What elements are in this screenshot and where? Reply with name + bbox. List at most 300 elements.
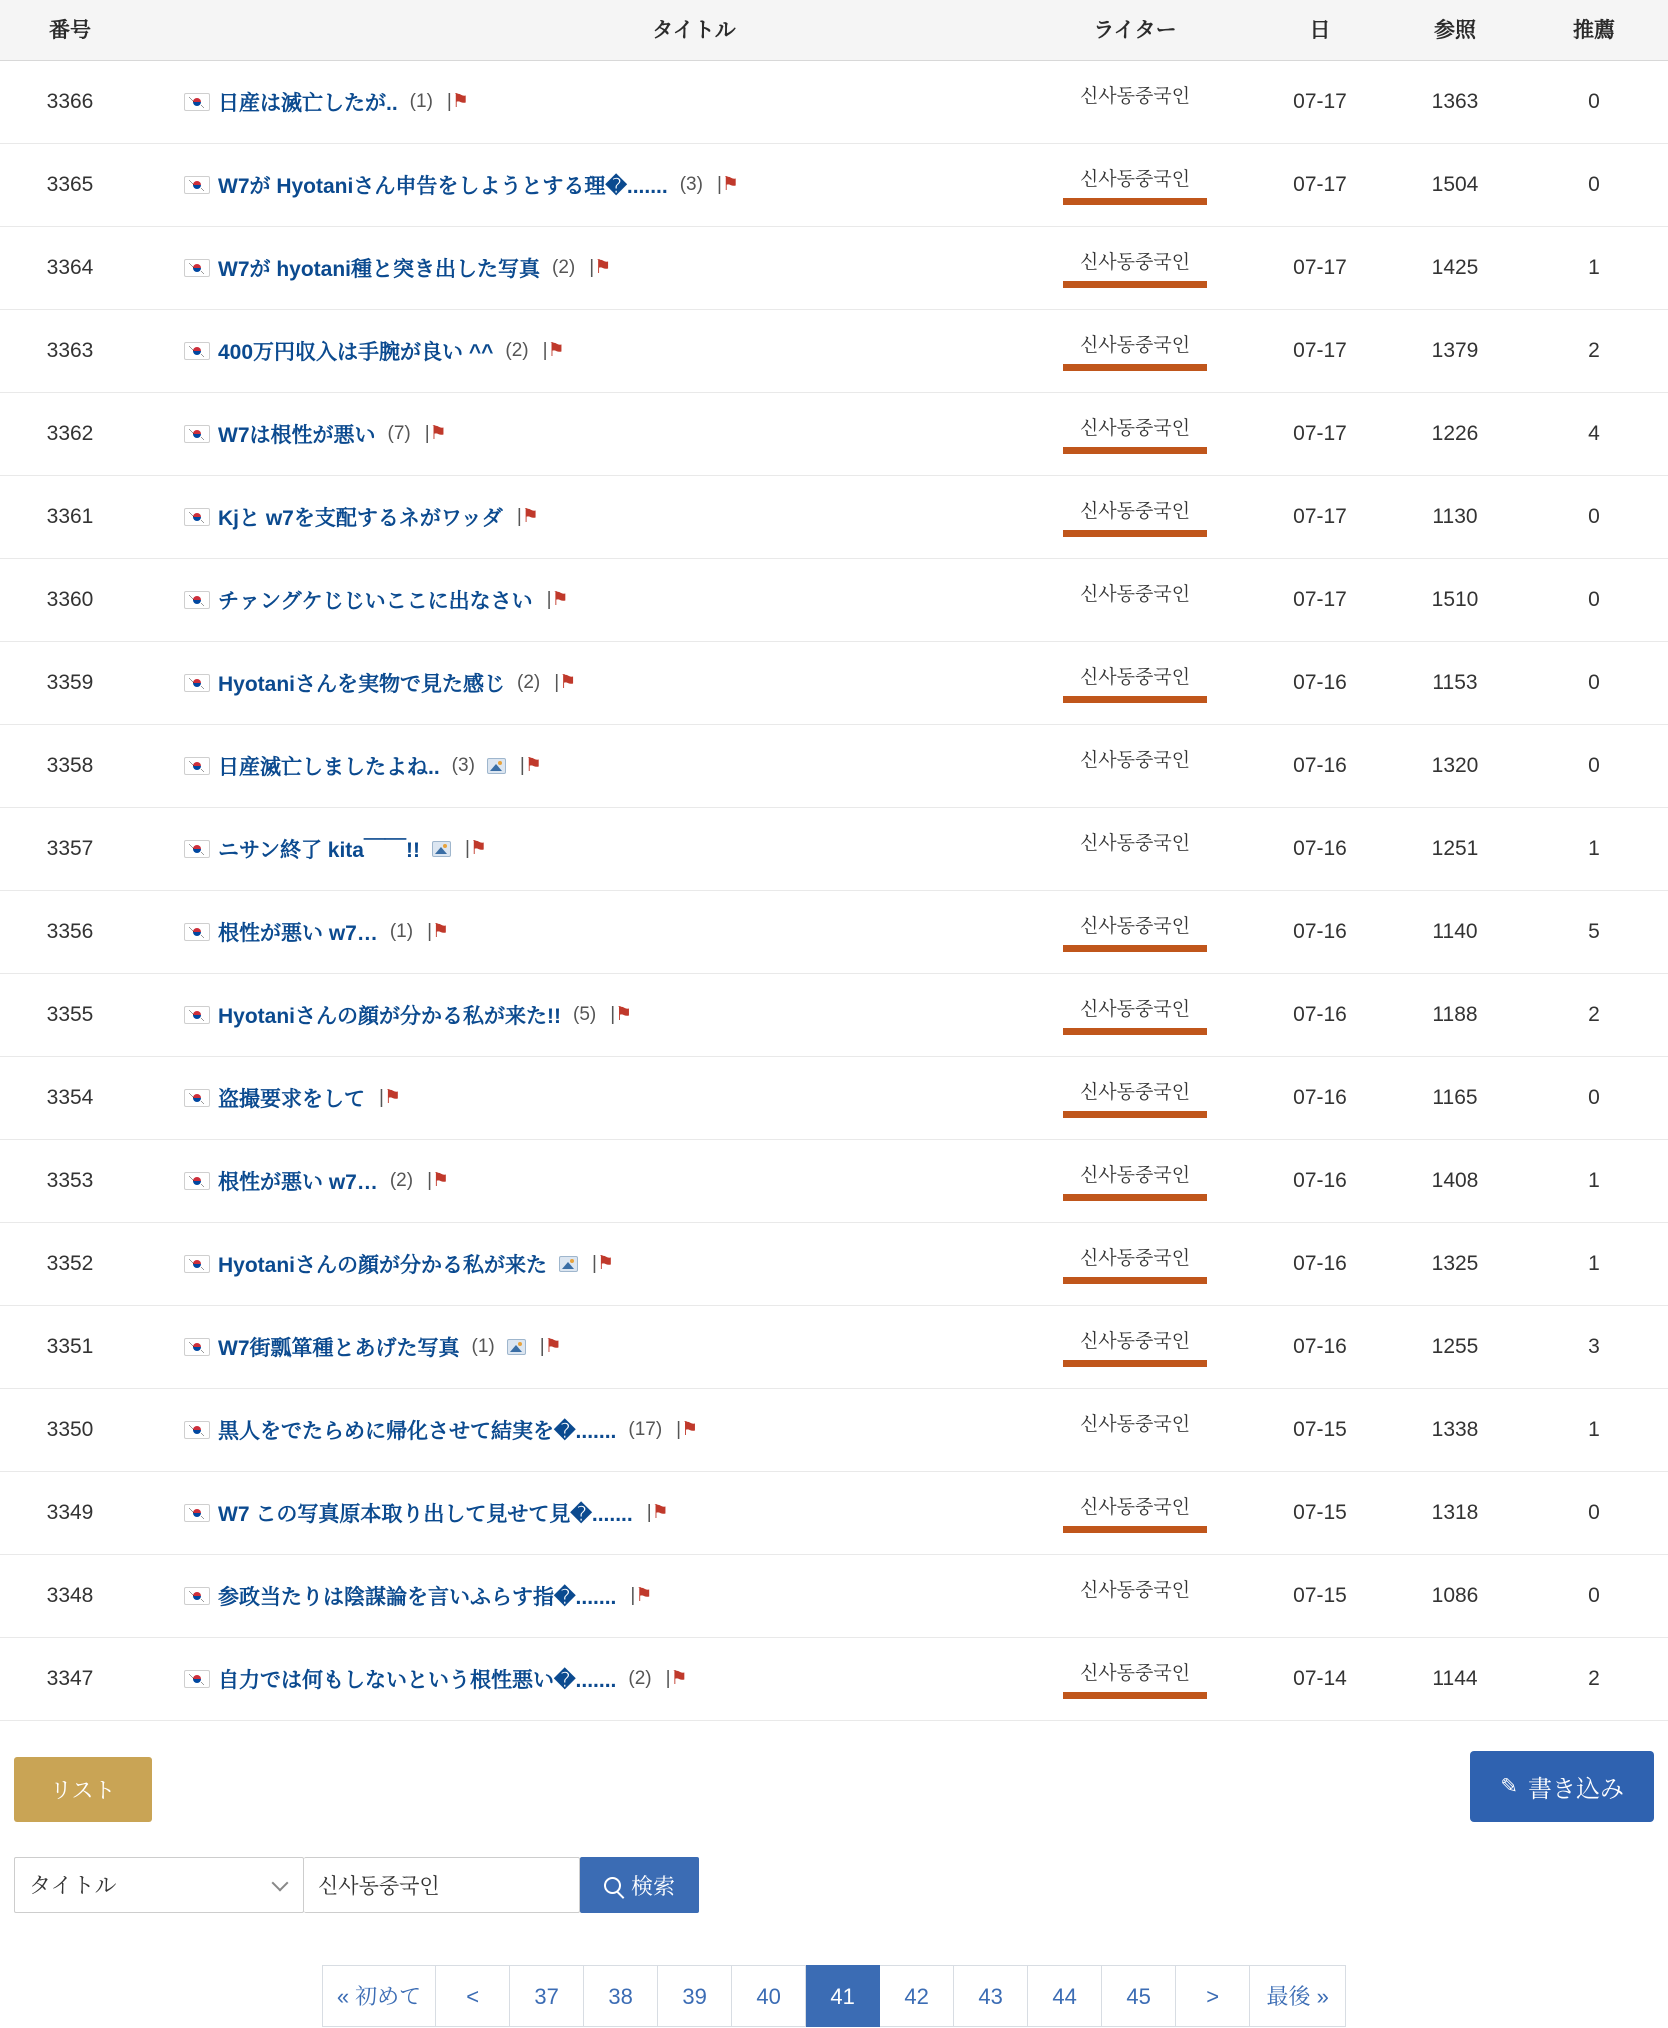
writer-name[interactable]: 신사동중국인: [1079, 1082, 1191, 1103]
writer-name[interactable]: 신사동중국인: [1079, 750, 1191, 771]
pagination-prev[interactable]: <: [436, 1965, 510, 2027]
table-row: [0, 808, 1668, 891]
post-writer-cell: [1020, 1638, 1250, 1721]
post-number: 3360: [0, 559, 140, 642]
writer-highlight-underline: [1063, 281, 1207, 288]
post-title-link[interactable]: W7が hyotani種と突き出した写真: [218, 257, 541, 281]
post-number: 3355: [0, 974, 140, 1057]
post-writer-cell: [1020, 559, 1250, 642]
write-button[interactable]: [1470, 1751, 1654, 1822]
writer-name[interactable]: 신사동중국인: [1079, 1414, 1191, 1435]
post-title-row: [140, 1166, 1020, 1196]
post-title-cell: [140, 476, 1020, 559]
pagination-page-37[interactable]: 37: [510, 1965, 584, 2027]
post-title-link[interactable]: W7街瓢箪種とあげた写真: [218, 1336, 460, 1360]
post-title-cell: [140, 1555, 1020, 1638]
post-title-link[interactable]: 日産は滅亡したが..: [218, 91, 398, 115]
korea-flag-icon: [184, 591, 210, 609]
korea-flag-icon: [184, 1587, 210, 1605]
post-title-link[interactable]: 参政当たりは陰謀論を言いふらす指�.......: [218, 1585, 617, 1609]
search-icon: [604, 1877, 621, 1894]
writer-wrap: [1020, 828, 1250, 869]
post-writer-cell: [1020, 725, 1250, 808]
writer-name[interactable]: 신사동중국인: [1079, 584, 1191, 605]
table-row: [0, 559, 1668, 642]
post-writer-cell: [1020, 310, 1250, 393]
pagination-page-40[interactable]: 40: [732, 1965, 806, 2027]
post-date: 07-16: [1250, 1223, 1390, 1306]
korea-flag-icon: [184, 1338, 210, 1356]
write-button-label: 書き込み: [1528, 1776, 1624, 1803]
post-views: 1504: [1390, 144, 1520, 227]
search-row: [14, 1857, 1668, 1913]
report-flag-icon[interactable]: |⚑: [542, 340, 565, 361]
post-title-link[interactable]: 根性が悪い w7…: [218, 921, 378, 945]
korea-flag-icon: [184, 674, 210, 692]
writer-name[interactable]: 신사동중국인: [1079, 86, 1191, 107]
post-number: 3358: [0, 725, 140, 808]
post-title-link[interactable]: 盗撮要求をして: [218, 1087, 365, 1111]
post-number: 3350: [0, 1389, 140, 1472]
korea-flag-icon: [184, 757, 210, 775]
post-recommendations: 2: [1520, 974, 1668, 1057]
post-title-row: [140, 1664, 1020, 1694]
reply-count: (17): [628, 1418, 663, 1440]
post-date: 07-17: [1250, 393, 1390, 476]
writer-name[interactable]: 신사동중국인: [1079, 335, 1191, 356]
post-title-cell: [140, 725, 1020, 808]
report-flag-icon[interactable]: |⚑: [589, 257, 612, 278]
pagination-last[interactable]: 最後 »: [1250, 1965, 1346, 2027]
post-title-link[interactable]: 日産滅亡しましたよね..: [218, 755, 440, 779]
post-recommendations: 0: [1520, 476, 1668, 559]
writer-name[interactable]: 신사동중국인: [1079, 169, 1191, 190]
pagination-page-44[interactable]: 44: [1028, 1965, 1102, 2027]
post-title-link[interactable]: Hyotaniさんの顔が分かる私が来た: [218, 1253, 548, 1277]
korea-flag-icon: [184, 1670, 210, 1688]
post-recommendations: 0: [1520, 725, 1668, 808]
post-writer-cell: [1020, 1057, 1250, 1140]
post-views: 1165: [1390, 1057, 1520, 1140]
post-recommendations: 1: [1520, 227, 1668, 310]
pencil-icon: ✎: [1500, 1775, 1518, 1798]
post-recommendations: 0: [1520, 144, 1668, 227]
table-row: [0, 1223, 1668, 1306]
post-number: 3349: [0, 1472, 140, 1555]
post-title-cell: [140, 642, 1020, 725]
post-recommendations: 0: [1520, 1057, 1668, 1140]
report-flag-icon[interactable]: |⚑: [546, 589, 569, 610]
table-row: [0, 227, 1668, 310]
post-title-link[interactable]: 黒人をでたらめに帰化させて結実を�.......: [218, 1419, 617, 1443]
post-title-row: [140, 1083, 1020, 1113]
writer-wrap: [1020, 1409, 1250, 1450]
post-number: 3357: [0, 808, 140, 891]
table-row: [0, 1472, 1668, 1555]
table-row: [0, 476, 1668, 559]
search-input[interactable]: [304, 1857, 580, 1913]
writer-highlight-underline: [1063, 945, 1207, 952]
pagination-first[interactable]: « 初めて: [322, 1965, 436, 2027]
post-date: 07-16: [1250, 974, 1390, 1057]
post-writer-cell: [1020, 1223, 1250, 1306]
post-recommendations: 0: [1520, 61, 1668, 144]
post-title-cell: [140, 1389, 1020, 1472]
post-title-link[interactable]: W7は根性が悪い: [218, 423, 376, 447]
post-views: 1140: [1390, 891, 1520, 974]
image-attachment-icon: [487, 758, 506, 774]
pagination-page-43[interactable]: 43: [954, 1965, 1028, 2027]
post-title-cell: [140, 1223, 1020, 1306]
post-writer-cell: [1020, 891, 1250, 974]
writer-name[interactable]: 신사동중국인: [1079, 833, 1191, 854]
post-date: 07-16: [1250, 808, 1390, 891]
report-flag-icon[interactable]: |⚑: [646, 1502, 669, 1523]
writer-name[interactable]: 신사동중국인: [1079, 1165, 1191, 1186]
writer-wrap: [1020, 1575, 1250, 1616]
writer-name[interactable]: 신사동중국인: [1079, 1663, 1191, 1684]
post-title-cell: [140, 1306, 1020, 1389]
post-writer-cell: [1020, 1140, 1250, 1223]
post-title-row: [140, 834, 1020, 864]
post-recommendations: 0: [1520, 1555, 1668, 1638]
pagination-page-39[interactable]: 39: [658, 1965, 732, 2027]
post-recommendations: 1: [1520, 1389, 1668, 1472]
actions-row: [0, 1739, 1668, 1835]
report-flag-icon[interactable]: |⚑: [554, 672, 577, 693]
column-header-title-label: タイトル: [652, 19, 736, 42]
writer-wrap: [1020, 1326, 1250, 1367]
post-recommendations: 0: [1520, 642, 1668, 725]
korea-flag-icon: [184, 93, 210, 111]
post-recommendations: 0: [1520, 559, 1668, 642]
reply-count: (2): [389, 1169, 414, 1191]
report-flag-icon[interactable]: |⚑: [539, 1336, 562, 1357]
post-number: 3356: [0, 891, 140, 974]
pagination-next[interactable]: >: [1176, 1965, 1250, 2027]
report-flag-icon[interactable]: |⚑: [630, 1585, 653, 1606]
post-title-link[interactable]: チァングケじじいここに出なさい: [218, 589, 533, 613]
table-row: [0, 1140, 1668, 1223]
post-writer-cell: [1020, 476, 1250, 559]
list-button[interactable]: リスト: [14, 1757, 152, 1822]
post-title-cell: [140, 559, 1020, 642]
table-row: [0, 642, 1668, 725]
post-date: 07-15: [1250, 1555, 1390, 1638]
table-row: [0, 310, 1668, 393]
korea-flag-icon: [184, 840, 210, 858]
writer-wrap: [1020, 911, 1250, 952]
table-body: [0, 61, 1668, 1721]
report-flag-icon[interactable]: |⚑: [516, 506, 539, 527]
post-views: 1325: [1390, 1223, 1520, 1306]
post-date: 07-17: [1250, 559, 1390, 642]
post-number: 3366: [0, 61, 140, 144]
pagination: [0, 1965, 1668, 2027]
post-title-row: [140, 502, 1020, 532]
column-header-title[interactable]: [140, 0, 1020, 61]
post-date: 07-16: [1250, 725, 1390, 808]
post-writer-cell: [1020, 61, 1250, 144]
post-number: 3361: [0, 476, 140, 559]
report-flag-icon[interactable]: |⚑: [716, 174, 739, 195]
writer-highlight-underline: [1063, 364, 1207, 371]
korea-flag-icon: [184, 259, 210, 277]
post-title-row: [140, 1415, 1020, 1445]
writer-highlight-underline: [1063, 1028, 1207, 1035]
writer-name[interactable]: 신사동중국인: [1079, 999, 1191, 1020]
post-number: 3365: [0, 144, 140, 227]
post-writer-cell: [1020, 808, 1250, 891]
post-number: 3353: [0, 1140, 140, 1223]
table-row: [0, 393, 1668, 476]
reply-count: (3): [679, 173, 703, 195]
post-views: 1318: [1390, 1472, 1520, 1555]
post-title-cell: [140, 1638, 1020, 1721]
post-views: 1086: [1390, 1555, 1520, 1638]
reply-count: (2): [517, 671, 541, 693]
writer-wrap: [1020, 81, 1250, 122]
reply-count: (1): [471, 1335, 495, 1357]
report-flag-icon[interactable]: |⚑: [676, 1419, 699, 1440]
writer-wrap: [1020, 1243, 1250, 1284]
post-views: 1130: [1390, 476, 1520, 559]
post-title-row: [140, 253, 1020, 283]
writer-wrap: [1020, 1077, 1250, 1118]
writer-name[interactable]: 신사동중국인: [1079, 1497, 1191, 1518]
reply-count: (5): [573, 1003, 597, 1025]
table-row: [0, 1057, 1668, 1140]
post-title-cell: [140, 393, 1020, 476]
post-title-row: [140, 1249, 1020, 1279]
image-attachment-icon: [559, 1256, 578, 1272]
korea-flag-icon: [184, 1006, 210, 1024]
writer-highlight-underline: [1063, 530, 1207, 537]
post-views: 1226: [1390, 393, 1520, 476]
column-header-writer[interactable]: ライター: [1020, 0, 1250, 61]
post-title-link[interactable]: W7が Hyotaniさん申告をしようとする理�.......: [218, 174, 668, 198]
post-number: 3362: [0, 393, 140, 476]
writer-wrap: [1020, 247, 1250, 288]
table-header: [0, 0, 1668, 61]
post-number: 3352: [0, 1223, 140, 1306]
post-writer-cell: [1020, 144, 1250, 227]
writer-name[interactable]: 신사동중국인: [1079, 418, 1191, 439]
report-flag-icon[interactable]: |⚑: [379, 1087, 401, 1108]
writer-wrap: [1020, 164, 1250, 205]
writer-name[interactable]: 신사동중국인: [1079, 1331, 1191, 1352]
post-date: 07-16: [1250, 891, 1390, 974]
table-row: [0, 1389, 1668, 1472]
post-views: 1251: [1390, 808, 1520, 891]
column-header-no[interactable]: 番号: [0, 0, 140, 61]
post-views: 1255: [1390, 1306, 1520, 1389]
post-writer-cell: [1020, 393, 1250, 476]
writer-wrap: [1020, 1492, 1250, 1533]
post-date: 07-15: [1250, 1472, 1390, 1555]
reply-count: (2): [552, 256, 576, 278]
report-flag-icon[interactable]: |⚑: [427, 921, 450, 942]
post-writer-cell: [1020, 1555, 1250, 1638]
post-title-cell: [140, 1472, 1020, 1555]
post-number: 3348: [0, 1555, 140, 1638]
writer-name[interactable]: 신사동중국인: [1079, 667, 1191, 688]
post-views: 1144: [1390, 1638, 1520, 1721]
post-writer-cell: [1020, 974, 1250, 1057]
writer-highlight-underline: [1063, 1692, 1207, 1699]
korea-flag-icon: [184, 1255, 210, 1273]
post-title-link[interactable]: Hyotaniさんの顔が分かる私が来た!!: [218, 1004, 561, 1028]
post-title-cell: [140, 227, 1020, 310]
post-title-cell: [140, 144, 1020, 227]
image-attachment-icon: [432, 841, 451, 857]
post-date: 07-17: [1250, 476, 1390, 559]
post-title-link[interactable]: ニサン終了 kita￣￣!!: [218, 838, 420, 862]
post-number: 3351: [0, 1306, 140, 1389]
post-title-link[interactable]: W7 この写真原本取り出して見せて見�.......: [218, 1502, 633, 1526]
post-date: 07-15: [1250, 1389, 1390, 1472]
table-header-row: [0, 0, 1668, 61]
writer-wrap: [1020, 579, 1250, 620]
post-recommendations: 1: [1520, 808, 1668, 891]
post-date: 07-16: [1250, 1306, 1390, 1389]
post-title-link[interactable]: Kjと w7を支配するネがワッダ: [218, 506, 503, 530]
report-flag-icon[interactable]: |⚑: [519, 755, 542, 776]
writer-wrap: [1020, 496, 1250, 537]
post-writer-cell: [1020, 1472, 1250, 1555]
writer-wrap: [1020, 994, 1250, 1035]
post-recommendations: 2: [1520, 310, 1668, 393]
writer-highlight-underline: [1063, 1194, 1207, 1201]
writer-name[interactable]: 신사동중국인: [1079, 1580, 1191, 1601]
search-field-select[interactable]: [14, 1857, 304, 1913]
writer-wrap: [1020, 1160, 1250, 1201]
korea-flag-icon: [184, 176, 210, 194]
writer-highlight-underline: [1063, 1111, 1207, 1118]
reply-count: (2): [628, 1667, 652, 1689]
reply-count: (3): [451, 754, 475, 776]
post-views: 1320: [1390, 725, 1520, 808]
post-views: 1408: [1390, 1140, 1520, 1223]
report-flag-icon[interactable]: |⚑: [464, 838, 487, 859]
post-number: 3364: [0, 227, 140, 310]
post-title-row: [140, 585, 1020, 615]
post-views: 1338: [1390, 1389, 1520, 1472]
pagination-page-38[interactable]: 38: [584, 1965, 658, 2027]
post-writer-cell: [1020, 227, 1250, 310]
post-title-link[interactable]: 自力では何もしないという根性悪い�.......: [218, 1668, 617, 1692]
writer-wrap: [1020, 413, 1250, 454]
table-row: [0, 725, 1668, 808]
korea-flag-icon: [184, 342, 210, 360]
post-title-cell: [140, 310, 1020, 393]
reply-count: (1): [409, 90, 433, 112]
post-recommendations: 5: [1520, 891, 1668, 974]
post-title-row: [140, 1498, 1020, 1528]
korea-flag-icon: [184, 1172, 210, 1190]
korea-flag-icon: [184, 1089, 210, 1107]
post-number: 3354: [0, 1057, 140, 1140]
post-title-row: [140, 1581, 1020, 1611]
post-date: 07-16: [1250, 1140, 1390, 1223]
post-title-cell: [140, 891, 1020, 974]
table-row: [0, 61, 1668, 144]
post-title-cell: [140, 808, 1020, 891]
post-recommendations: 2: [1520, 1638, 1668, 1721]
post-views: 1379: [1390, 310, 1520, 393]
post-date: 07-16: [1250, 642, 1390, 725]
post-title-row: [140, 419, 1020, 449]
korea-flag-icon: [184, 923, 210, 941]
report-flag-icon[interactable]: |⚑: [592, 1253, 614, 1274]
post-date: 07-17: [1250, 144, 1390, 227]
writer-highlight-underline: [1063, 198, 1207, 205]
report-flag-icon[interactable]: |⚑: [446, 91, 469, 112]
post-recommendations: 0: [1520, 1472, 1668, 1555]
writer-highlight-underline: [1063, 1277, 1207, 1284]
column-header-views[interactable]: 参照: [1390, 0, 1520, 61]
reply-count: (2): [505, 339, 529, 361]
post-title-row: [140, 1000, 1020, 1030]
post-writer-cell: [1020, 1306, 1250, 1389]
table-row: [0, 1638, 1668, 1721]
post-views: 1363: [1390, 61, 1520, 144]
post-recommendations: 1: [1520, 1223, 1668, 1306]
post-title-link[interactable]: 根性が悪い w7…: [218, 1170, 378, 1194]
writer-highlight-underline: [1063, 1360, 1207, 1367]
post-date: 07-17: [1250, 310, 1390, 393]
writer-wrap: [1020, 1658, 1250, 1699]
post-recommendations: 4: [1520, 393, 1668, 476]
korea-flag-icon: [184, 425, 210, 443]
pagination-page-41[interactable]: 41: [806, 1965, 880, 2027]
writer-highlight-underline: [1063, 1526, 1207, 1533]
column-header-date[interactable]: 日: [1250, 0, 1390, 61]
post-views: 1510: [1390, 559, 1520, 642]
pagination-page-45[interactable]: 45: [1102, 1965, 1176, 2027]
reply-count: (7): [387, 422, 411, 444]
report-flag-icon[interactable]: |⚑: [424, 423, 447, 444]
post-title-cell: [140, 974, 1020, 1057]
writer-name[interactable]: 신사동중국인: [1079, 501, 1191, 522]
post-number: 3347: [0, 1638, 140, 1721]
post-writer-cell: [1020, 642, 1250, 725]
korea-flag-icon: [184, 1504, 210, 1522]
search-field-select-wrap: [14, 1857, 304, 1913]
pagination-page-42[interactable]: 42: [880, 1965, 954, 2027]
post-title-cell: [140, 61, 1020, 144]
writer-name[interactable]: 신사동중국인: [1079, 252, 1191, 273]
post-writer-cell: [1020, 1389, 1250, 1472]
writer-wrap: [1020, 662, 1250, 703]
column-header-recommend[interactable]: 推薦: [1520, 0, 1668, 61]
writer-wrap: [1020, 330, 1250, 371]
report-flag-icon[interactable]: |⚑: [610, 1004, 633, 1025]
search-button-label: 検索: [631, 1873, 676, 1899]
report-flag-icon[interactable]: |⚑: [427, 1170, 450, 1191]
post-title-link[interactable]: Hyotaniさんを実物で見た感じ: [218, 672, 506, 696]
post-title-cell: [140, 1140, 1020, 1223]
report-flag-icon[interactable]: |⚑: [665, 1668, 688, 1689]
writer-name[interactable]: 신사동중국인: [1079, 916, 1191, 937]
search-button[interactable]: [580, 1857, 699, 1913]
table-row: [0, 974, 1668, 1057]
post-title-link[interactable]: 400万円収入は手腕が良い ^^: [218, 340, 494, 364]
writer-highlight-underline: [1063, 447, 1207, 454]
image-attachment-icon: [507, 1339, 526, 1355]
writer-name[interactable]: 신사동중국인: [1079, 1248, 1191, 1269]
post-date: 07-17: [1250, 227, 1390, 310]
